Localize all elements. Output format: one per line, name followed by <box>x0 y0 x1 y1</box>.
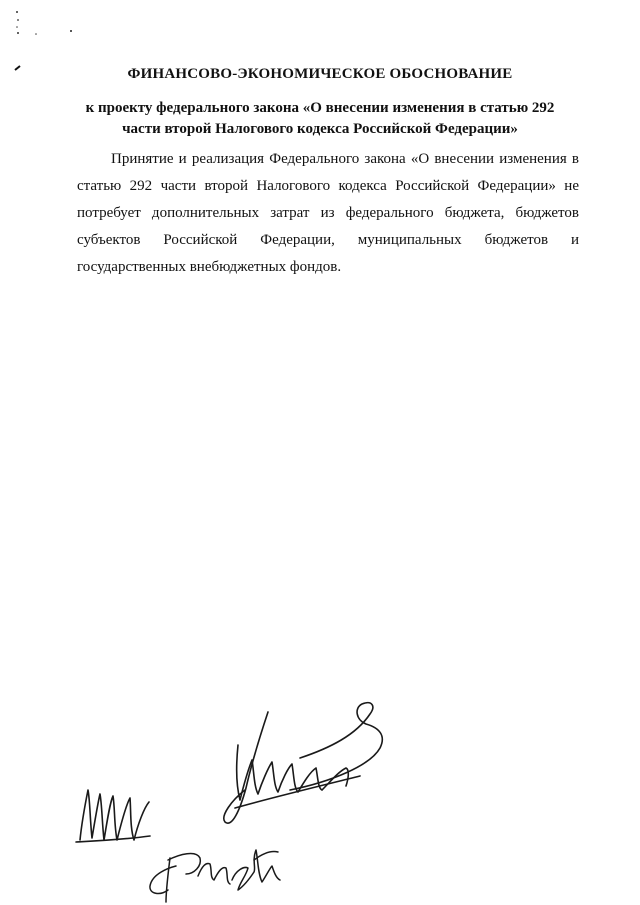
body-line: потребует дополнительных затрат из федерального бюджета, бюджетов <box>77 205 579 221</box>
body-line: статью 292 части второй Налогового кодекса Российской Федерации» не <box>77 178 579 194</box>
body-line: государственных внебюджетных фондов. <box>77 259 342 275</box>
signature-center-icon <box>224 703 382 823</box>
body-line: субъектов Российской Федерации, муниципальных бюджетов и <box>77 232 579 248</box>
subtitle-line: к проекту федерального закона «О внесении изменения в статью 292 <box>85 100 555 116</box>
document-title: ФИНАНСОВО-ЭКОНОМИЧЕСКОЕ ОБОСНОВАНИЕ <box>127 66 513 82</box>
document-subtitle <box>60 98 580 140</box>
body-line: Принятие и реализация Федерального закона «О внесении изменения в <box>111 151 579 167</box>
document-body <box>77 146 579 281</box>
signature-left-icon <box>76 790 150 842</box>
signature-bottom-icon <box>150 850 280 902</box>
subtitle-line: части второй Налогового кодекса Российской Федерации» <box>122 121 518 137</box>
signatures-area <box>0 690 640 905</box>
